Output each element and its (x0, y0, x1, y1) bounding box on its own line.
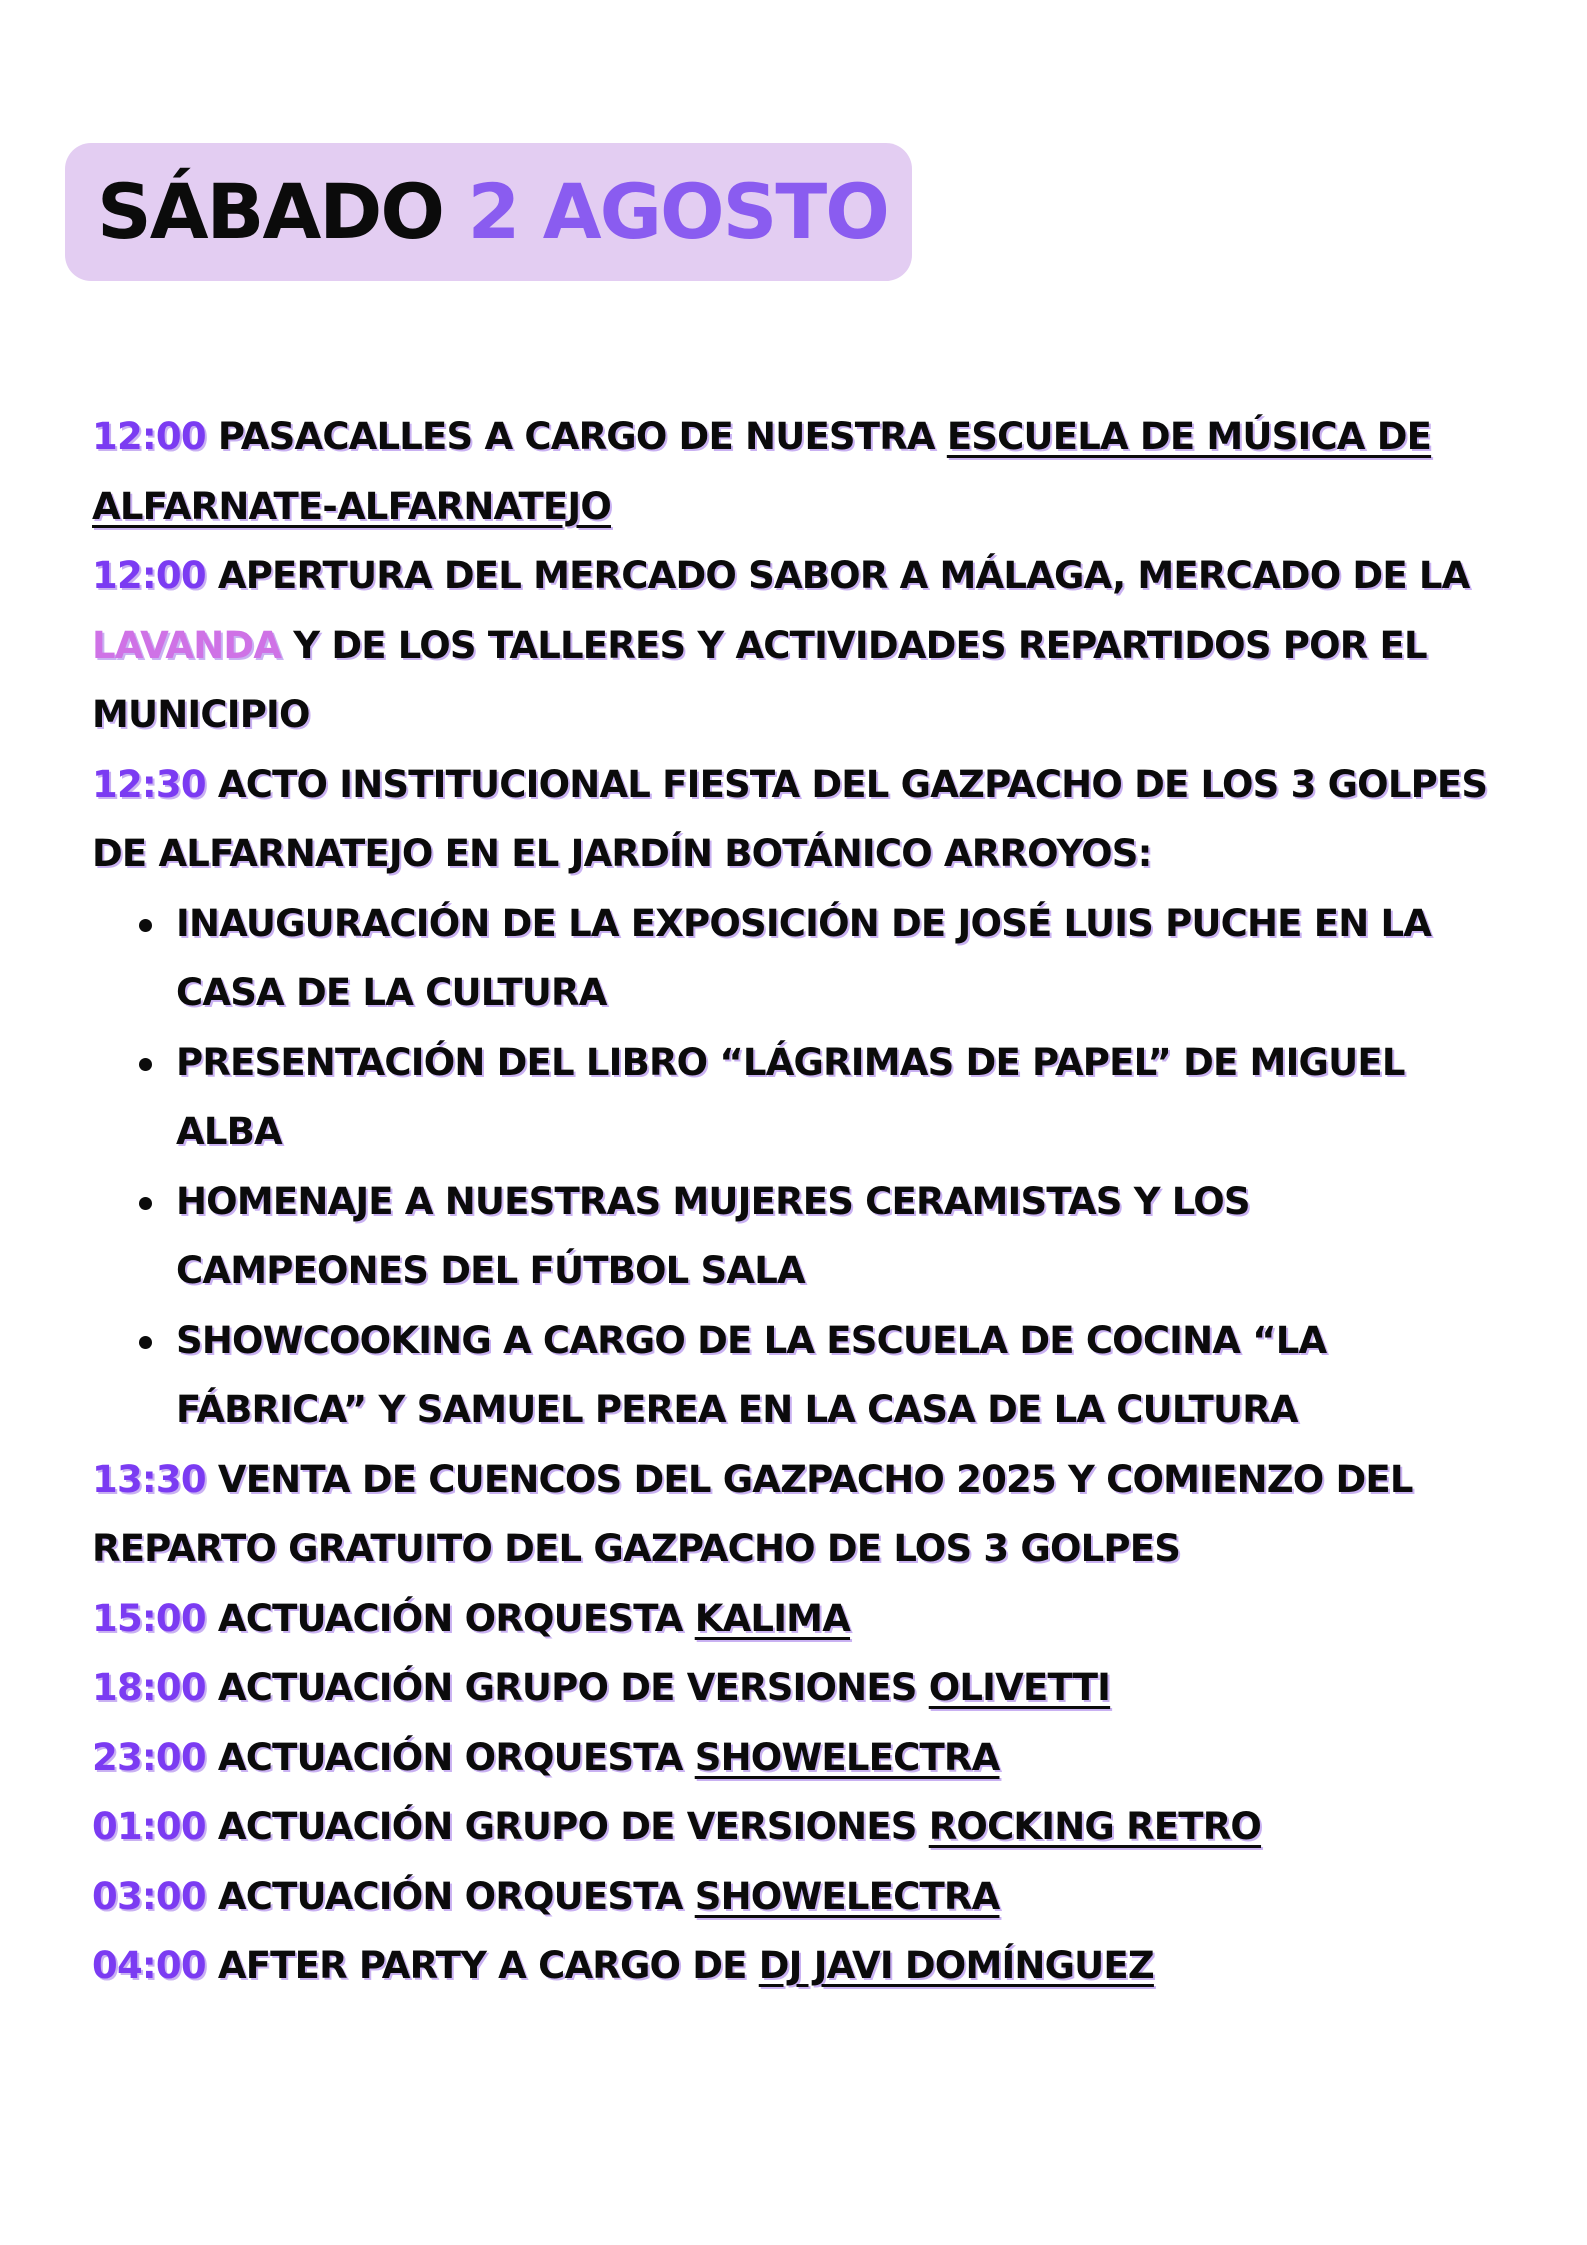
bullet-icon (139, 919, 152, 932)
event-time: 23:00 (92, 1735, 206, 1779)
event-text: ACTUACIÓN ORQUESTA (217, 1596, 695, 1640)
event-text: PASACALLES A CARGO DE NUESTRA (217, 415, 947, 458)
title-day: SÁBADO (97, 167, 443, 256)
event-link[interactable]: SHOWELECTRA (694, 1735, 1000, 1779)
event-highlight-lavanda: LAVANDA (92, 623, 282, 667)
title-date-text: 2 AGOSTO (467, 167, 888, 256)
schedule (92, 402, 1512, 2001)
schedule-item (92, 1445, 1512, 1584)
schedule-item (92, 541, 1512, 750)
bullet-icon (139, 1197, 152, 1210)
event-text: Y DE LOS TALLERES Y ACTIVIDADES REPARTIDOS POR EL MUNICIPIO (92, 623, 1427, 736)
event-time: 04:00 (92, 1944, 206, 1987)
event-time: 13:30 (92, 1457, 206, 1501)
schedule-item (92, 750, 1512, 889)
title-date (443, 167, 888, 256)
schedule-item (92, 402, 1512, 541)
event-time: 15:00 (92, 1596, 206, 1640)
event-link[interactable]: KALIMA (694, 1596, 851, 1640)
event-time: 12:30 (92, 762, 206, 806)
event-time: 01:00 (92, 1805, 206, 1848)
schedule-item (92, 1862, 1512, 1932)
sub-event-text: PRESENTACIÓN DEL LIBRO “LÁGRIMAS DE PAPEL” DE MIGUEL ALBA (176, 1040, 1405, 1153)
sub-event-text: INAUGURACIÓN DE LA EXPOSICIÓN DE JOSÉ LUIS PUCHE EN LA CASA DE LA CULTURA (176, 901, 1432, 1014)
sub-event-item (176, 1167, 1512, 1306)
event-text: APERTURA DEL MERCADO SABOR A MÁLAGA, MERCADO DE LA (217, 554, 1470, 597)
event-link[interactable]: SHOWELECTRA (694, 1874, 1000, 1918)
event-text: VENTA DE CUENCOS DEL GAZPACHO 2025 Y COMIENZO DEL REPARTO GRATUITO DEL GAZPACHO DE LOS 3 GOLPES (92, 1457, 1413, 1570)
schedule-item (92, 1723, 1512, 1793)
event-link[interactable]: OLIVETTI (928, 1666, 1111, 1709)
event-time: 12:00 (92, 415, 206, 458)
event-link[interactable]: ESCUELA DE MÚSICA DE ALFARNATE-ALFARNATEJO (92, 415, 1432, 528)
event-text: ACTUACIÓN GRUPO DE VERSIONES (217, 1666, 929, 1709)
schedule-item (92, 1931, 1512, 2001)
event-text: ACTUACIÓN ORQUESTA (217, 1735, 695, 1779)
sub-event-text: HOMENAJE A NUESTRAS MUJERES CERAMISTAS Y LOS CAMPEONES DEL FÚTBOL SALA (176, 1179, 1250, 1292)
schedule-item (92, 1584, 1512, 1654)
event-text: ACTUACIÓN ORQUESTA (217, 1874, 695, 1918)
event-text: AFTER PARTY A CARGO DE (217, 1944, 759, 1987)
sub-event-item (176, 1306, 1512, 1445)
event-time: 03:00 (92, 1874, 206, 1918)
sub-event-item (176, 1028, 1512, 1167)
schedule-item (92, 1792, 1512, 1862)
event-link[interactable]: DJ JAVI DOMÍNGUEZ (758, 1944, 1154, 1987)
sub-event-item (176, 889, 1512, 1028)
bullet-icon (139, 1336, 152, 1349)
page-title-box (65, 143, 912, 281)
event-text: ACTO INSTITUCIONAL FIESTA DEL GAZPACHO DE LOS 3 GOLPES DE ALFARNATEJO EN EL JARDÍN BOTÁNICO ARROYOS: (92, 762, 1488, 875)
event-time: 12:00 (92, 554, 206, 597)
event-link[interactable]: ROCKING RETRO (928, 1805, 1262, 1848)
bullet-icon (139, 1058, 152, 1071)
event-text: ACTUACIÓN GRUPO DE VERSIONES (217, 1805, 929, 1848)
sub-event-text: SHOWCOOKING A CARGO DE LA ESCUELA DE COCINA “LA FÁBRICA” Y SAMUEL PEREA EN LA CASA DE LA CULTURA (176, 1318, 1327, 1431)
schedule-item (92, 1653, 1512, 1723)
sub-event-list (92, 889, 1512, 1445)
event-time: 18:00 (92, 1666, 206, 1709)
